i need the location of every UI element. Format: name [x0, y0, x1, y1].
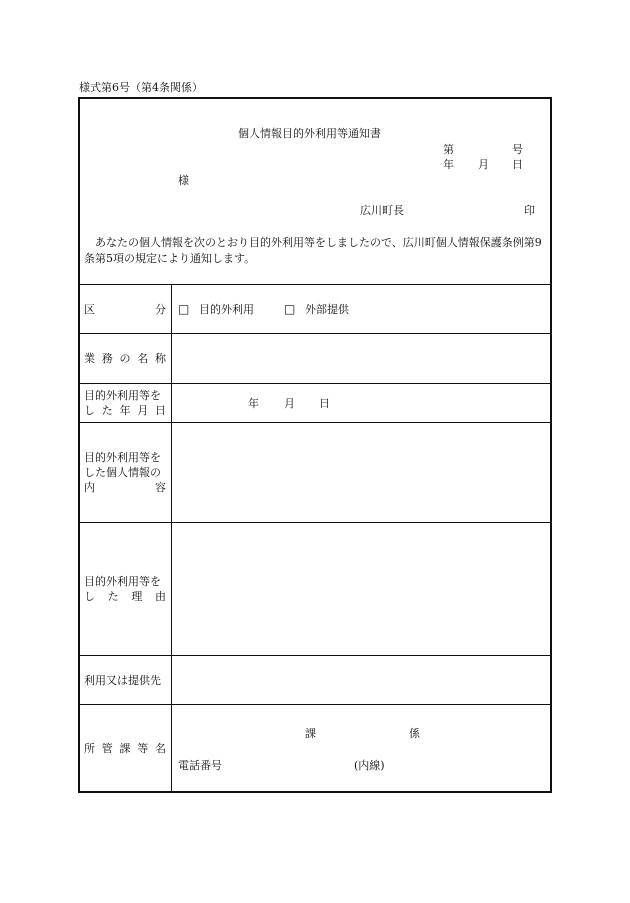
date-year: 年 [443, 158, 454, 171]
table-divider [78, 383, 552, 384]
reason-label-line1: 目的外利用等を [84, 575, 161, 588]
usage-date-label-line2: し た 年 月 日 [84, 404, 166, 417]
table-divider [78, 422, 552, 423]
usage-date-month: 月 [284, 397, 295, 410]
table-divider [78, 333, 552, 334]
department-label: 所 管 課 等 名 [84, 742, 166, 755]
table-divider [78, 522, 552, 523]
usage-date-label-line1: 目的外利用等を [84, 389, 161, 402]
phone-label: 電話番号 [178, 759, 222, 772]
issuer: 広川町長 [360, 204, 404, 217]
usage-date-year: 年 [248, 397, 259, 410]
table-divider [78, 284, 552, 285]
content-label-line2: した個人情報の [84, 466, 161, 479]
phone-extension: (内線) [354, 759, 385, 772]
notice-body: あなたの個人情報を次のとおり目的外利用等をしましたので、広川町個人情報保護条例第9条第5項の規定により通知します。 [84, 236, 542, 265]
table-divider [78, 655, 552, 656]
department-subsection: 係 [409, 727, 420, 740]
category-label: 区 分 [84, 303, 166, 316]
table-divider [78, 704, 552, 705]
usage-date-day: 日 [319, 397, 330, 410]
form-caption: 様式第6号（第4条関係） [79, 81, 203, 94]
addressee-suffix: 様 [178, 174, 189, 187]
purpose-use-option-label: 目的外利用 [199, 303, 254, 316]
external-provision-option-label: 外部提供 [305, 303, 349, 316]
external-provision-checkbox[interactable]: □ [284, 302, 296, 316]
form-title: 個人情報目的外利用等通知書 [238, 127, 381, 140]
content-field[interactable] [173, 424, 549, 520]
purpose-use-checkbox[interactable]: □ [178, 302, 190, 316]
department-section: 課 [305, 727, 316, 740]
reason-label-line2: し た 理 由 [84, 590, 166, 603]
number-prefix: 第 [443, 143, 454, 156]
label-column-divider [171, 284, 172, 793]
number-suffix: 号 [512, 143, 523, 156]
recipient-label: 利用又は提供先 [84, 674, 161, 687]
reason-field[interactable] [173, 524, 549, 653]
recipient-field[interactable] [173, 657, 549, 702]
business-name-label: 業 務 の 名 称 [84, 352, 166, 365]
business-name-field[interactable] [173, 335, 549, 381]
content-label-line1: 目的外利用等を [84, 451, 161, 464]
date-day: 日 [512, 158, 523, 171]
content-label-line3: 内 容 [84, 481, 166, 494]
seal: 印 [524, 204, 535, 217]
date-month: 月 [478, 158, 489, 171]
